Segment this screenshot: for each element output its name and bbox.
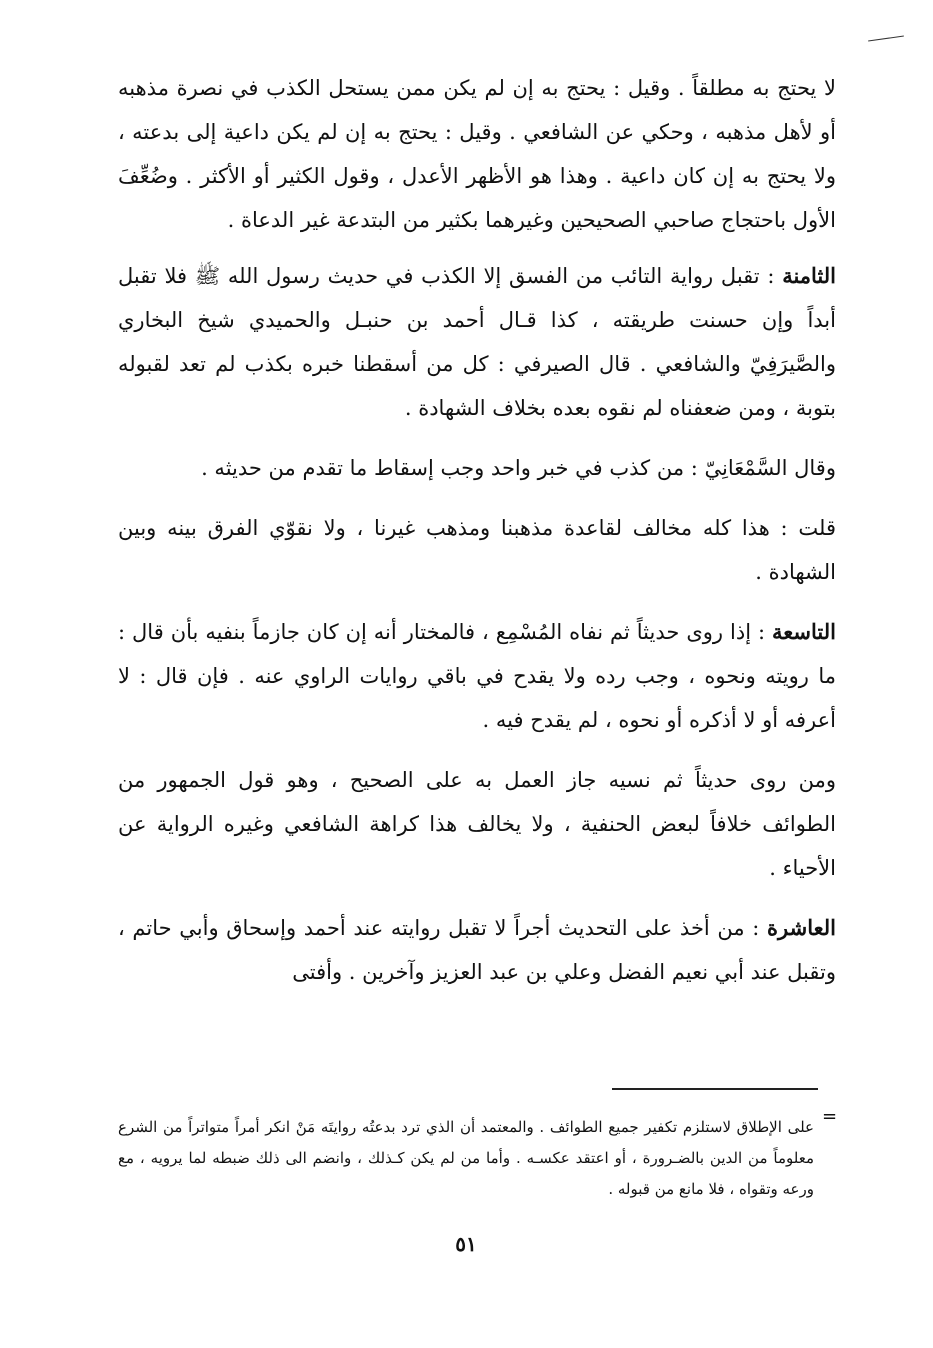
footnote-continuation-marker: = (822, 1106, 838, 1127)
paragraph-7 (118, 906, 836, 994)
paragraph-5-heading: التاسعة (772, 619, 836, 644)
paragraph-4 (118, 506, 836, 594)
corner-pen-mark (868, 35, 904, 41)
paragraph-1-text: لا يحتج به مطلقاً . وقيل : يحتج به إن لم يكن ممن يستحل الكذب في نصرة مذهبه أو لأهل مذهبه ، وحكي عن الشافعي . وقيل : يحتج به إن لم يكن داعية إلى بدعته ، ولا يحتج به إن كان داعية . وهذا هو الأظهر الأعدل ، وقول الكثير أو الأكثر . وضُعِّفَ الأول باحتجاج صاحبي الصحيحين وغيرهما بكثير من البتدعة غير الدعاة . (118, 76, 836, 232)
paragraph-2-text: : تقبل رواية التائب من الفسق إلا الكذب في حديث رسول الله ﷺ فلا تقبل أبداً وإن حسنت طريقته ، كذا قـال أحمد بن حنبـل والحميدي شيخ البخاري والصَّيرَفِيّ والشافعي . قال الصيرفي : كل من أسقطنا خبره بكذب لم تعد لقبوله بتوبة ، ومن ضعفناه لم نقوه بعده بخلاف الشهادة . (118, 264, 836, 420)
paragraph-5 (118, 610, 836, 742)
paragraph-3-text: وقال السَّمْعَانِيّ : من كذب في خبر واحد وجب إسقاط ما تقدم من حديثه . (201, 456, 836, 480)
paragraph-2 (118, 254, 836, 430)
main-text (118, 66, 836, 1006)
paragraph-2-heading: الثامنة (782, 263, 836, 288)
paragraph-5-text: : إذا روى حديثاً ثم نفاه المُسْمِع ، فالمختار أنه إن كان جازماً بنفيه بأن قال : ما رويته ونحوه ، وجب رده ولا يقدح في باقي روايات الراوي عنه . فإن قال : لا أعرفه أو لا أذكره أو نحوه ، لم يقدح فيه . (118, 620, 836, 732)
footnote-divider (612, 1088, 818, 1090)
footnote: على الإطلاق لاستلزم تكفير جميع الطوائف . والمعتمد أن الذي ترد بدعتُه روايتَه مَنْ انكر أمراً متواتراً من الشرع معلوماً من الدين بالضـرورة ، أو اعتقد عكسـه . وأما من لم يكن كـذلك ، وانضم الى ذلك ضبطه لما يرويه ، مع ورعه وتقواه ، فلا مانع من قبوله . (118, 1118, 814, 1198)
paragraph-6-text: ومن روى حديثاً ثم نسيه جاز العمل به على الصحيح ، وهو قول الجمهور من الطوائف خلافاً لبعض الحنفية ، ولا يخالف هذا كراهة الشافعي وغيره الرواية عن الأحياء . (118, 768, 836, 880)
page-number: ٥١ (455, 1232, 477, 1256)
paragraph-1 (118, 66, 836, 242)
paragraph-7-text: : من أخذ على التحديث أجراً لا تقبل روايته عند أحمد وإسحاق وأبي حاتم ، وتقبل عند أبي نعيم الفضل وعلي بن عبد العزيز وآخرين . وأفتى (118, 916, 836, 984)
paragraph-7-heading: العاشرة (767, 915, 836, 940)
paragraph-3 (118, 446, 836, 490)
paragraph-6 (118, 758, 836, 890)
paragraph-4-text: قلت : هذا كله مخالف لقاعدة مذهبنا ومذهب غيرنا ، ولا نقوّي الفرق بينه وبين الشهادة . (118, 516, 836, 584)
